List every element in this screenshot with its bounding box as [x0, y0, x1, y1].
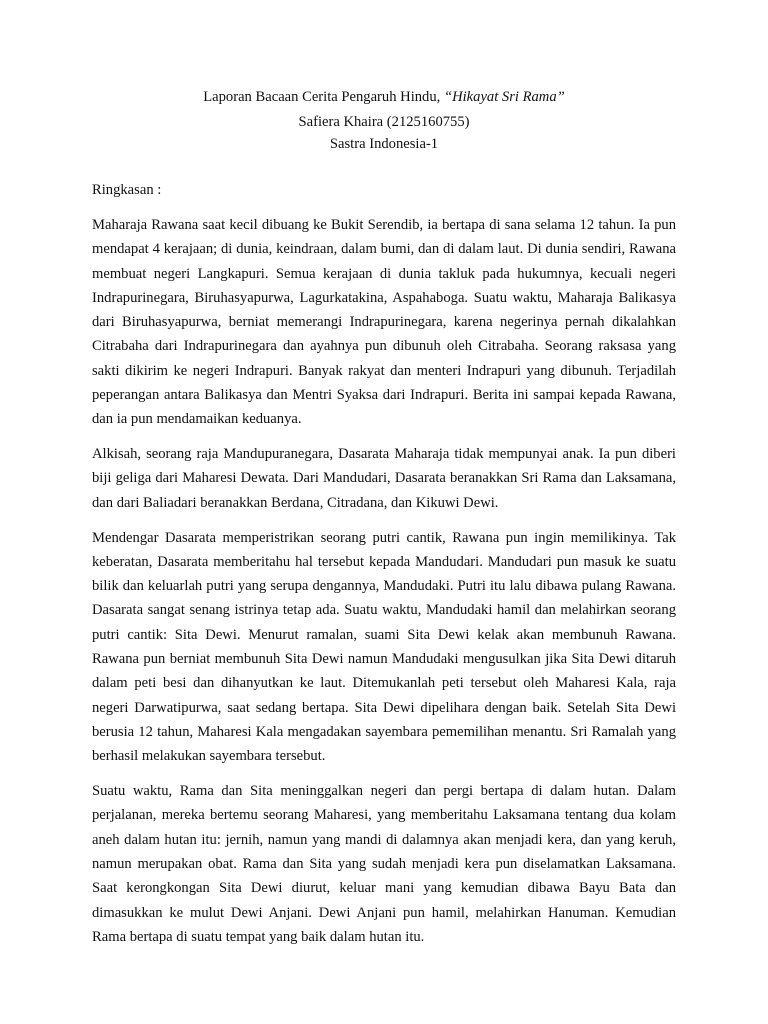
- paragraph-1: Maharaja Rawana saat kecil dibuang ke Bukit Serendib, ia bertapa di sana selama 12 tahun. Ia pun mendapat 4 kerajaan; di dunia, keindraan, dalam bumi, dan di dalam laut. Di dunia sendiri, Rawana membuat negeri Langkapuri. Semua kerajaan di dunia takluk pada hukumnya, kecuali negeri Indrapurinegara, Biruhasyapurwa, Lagurkatakina, Aspahaboga. Suatu waktu, Maharaja Balikasya dari Biruhasyapurwa, berniat memerangi Indrapurinegara, karena negerinya pernah dikalahkan Citrabaha dari Indrapurinegara dan ayahnya pun dibunuh oleh Citrabaha. Seorang raksasa yang sakti dikirim ke negeri Indrapuri. Banyak rakyat dan menteri Indrapuri yang dibunuh. Terjadilah peperangan antara Balikasya dan Mentri Syaksa dari Indrapuri. Berita ini sampai kepada Rawana, dan ia pun mendamaikan keduanya.: [92, 217, 676, 428]
- author-line: Safiera Khaira (2125160755): [298, 114, 470, 130]
- title-prefix: Laporan Bacaan Cerita Pengaruh Hindu,: [203, 89, 444, 105]
- paragraph-2: Alkisah, seorang raja Mandupuranegara, Dasarata Maharaja tidak mempunyai anak. Ia pun diberi biji geliga dari Maharesi Dewata. Dari Mandudari, Dasarata beranakkan Sri Rama dan Laksamana, dan dari Baliadari beranakkan Berdana, Citradana, dan Kikuwi Dewi.: [92, 446, 676, 511]
- paragraph-4: Suatu waktu, Rama dan Sita meninggalkan negeri dan pergi bertapa di dalam hutan. Dalam perjalanan, mereka bertemu seorang Maharesi, yang memberitahu Laksamana tentang dua kolam aneh dalam hutan itu: jernih, namun yang mandi di dalamnya akan menjadi kera, dan yang keruh, namun merupakan obat. Rama dan Sita yang sudah menjadi kera pun diselamatkan Laksamana. Saat kerongkongan Sita Dewi diurut, keluar mani yang kemudian dibawa Bayu Bata dan dimasukkan ke mulut Dewi Anjani. Dewi Anjani pun hamil, melahirkan Hanuman. Kemudian Rama bertapa di suatu tempat yang baik dalam hutan itu.: [92, 783, 676, 945]
- section-label: Ringkasan :: [92, 182, 162, 198]
- program-line: Sastra Indonesia-1: [329, 136, 439, 152]
- paragraph-3: Mendengar Dasarata memperistrikan seorang putri cantik, Rawana pun ingin memilikinya. Tak keberatan, Dasarata memberitahu hal tersebut kepada Mandudari. Mandudari pun masuk ke suatu bilik dan keluarlah putri yang serupa dengannya, Mandudaki. Putri itu lalu dibawa pulang Rawana. Dasarata sangat senang istrinya tetap ada. Suatu waktu, Mandudaki hamil dan melahirkan seorang putri cantik: Sita Dewi. Menurut ramalan, suami Sita Dewi kelak akan membunuh Rawana. Rawana pun berniat membunuh Sita Dewi namun Mandudaki mengusulkan jika Sita Dewi ditaruh dalam peti besi dan dihanyutkan ke laut. Ditemukanlah peti tersebut oleh Maharesi Kala, raja negeri Darwatipurwa, saat sedang bertapa. Sita Dewi dipelihara dengan baik. Setelah Sita Dewi berusia 12 tahun, Maharesi Kala mengadakan sayembara pememilihan menantu. Sri Ramalah yang berhasil melakukan sayembara tersebut.: [92, 529, 676, 765]
- document-header: [92, 86, 676, 155]
- title-italic: “Hikayat Sri Rama”: [443, 89, 565, 105]
- document-title: [92, 86, 676, 108]
